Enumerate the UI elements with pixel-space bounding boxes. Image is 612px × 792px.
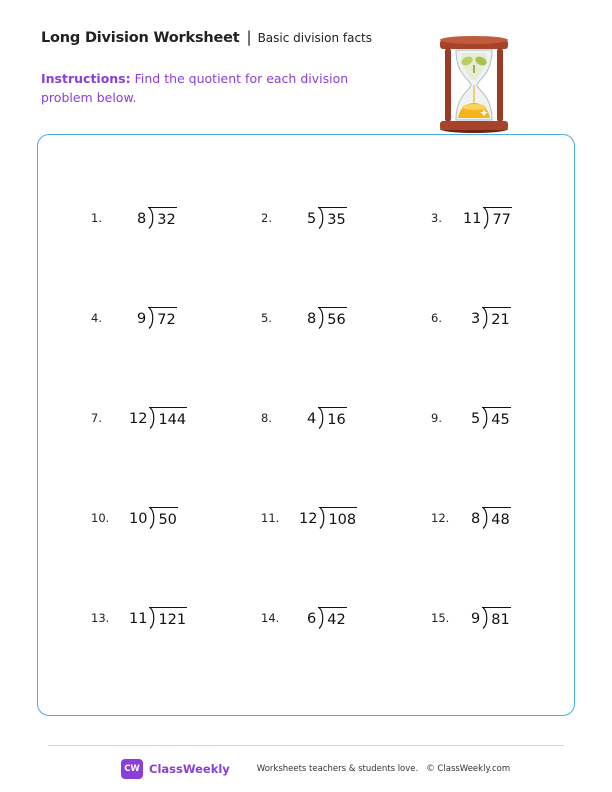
division-bracket-icon (319, 507, 326, 529)
dividend: 45 (482, 407, 510, 429)
division-bracket-icon (148, 307, 155, 329)
divisor: 3 (471, 311, 481, 327)
division-bracket-icon (149, 407, 156, 429)
division-bracket-group (318, 607, 346, 629)
divisor: 8 (471, 511, 481, 527)
long-division (129, 507, 178, 529)
problem-number: 12. (431, 511, 450, 525)
division-bracket-group (318, 207, 346, 229)
dividend: 144 (149, 407, 187, 429)
dividend: 81 (482, 607, 510, 629)
divisor: 12 (129, 411, 148, 427)
dividend: 32 (148, 207, 176, 229)
dividend: 35 (318, 207, 346, 229)
problem-number: 6. (431, 311, 442, 325)
division-bracket-icon (482, 407, 489, 429)
division-bracket-group (482, 407, 510, 429)
instructions (41, 69, 371, 107)
problem-number: 14. (261, 611, 280, 625)
problem-number: 9. (431, 411, 442, 425)
division-bracket-group (148, 207, 176, 229)
problem-number: 13. (91, 611, 110, 625)
division-bracket-icon (482, 507, 489, 529)
long-division (129, 407, 187, 429)
problem-number: 3. (431, 211, 442, 225)
division-bracket-icon (149, 507, 156, 529)
dividend: 42 (318, 607, 346, 629)
footer (121, 758, 510, 780)
dividend: 77 (483, 207, 511, 229)
long-division (471, 507, 511, 529)
long-division (137, 207, 177, 229)
division-bracket-group (149, 507, 177, 529)
division-bracket-group (482, 507, 510, 529)
division-bracket-group (318, 307, 346, 329)
problem-number: 4. (91, 311, 102, 325)
problem-number: 15. (431, 611, 450, 625)
divisor: 9 (137, 311, 147, 327)
dividend: 108 (319, 507, 357, 529)
title-separator: | (246, 28, 252, 46)
worksheet-subtitle: Basic division facts (257, 31, 373, 45)
brand-name: ClassWeekly (149, 762, 230, 776)
worksheet-title: Long Division Worksheet (41, 30, 240, 46)
instructions-text: Find the quotient for each division problem below. (41, 71, 349, 105)
division-bracket-group (482, 607, 510, 629)
instructions-label: Instructions: (41, 71, 131, 86)
long-division (471, 607, 511, 629)
dividend: 121 (149, 607, 187, 629)
division-bracket-group (483, 207, 511, 229)
problem-number: 2. (261, 211, 272, 225)
division-bracket-icon (318, 207, 325, 229)
long-division (463, 207, 512, 229)
divisor: 6 (307, 611, 317, 627)
division-bracket-icon (318, 607, 325, 629)
long-division (299, 507, 357, 529)
classweekly-logo-icon: CW (121, 759, 143, 779)
dividend: 72 (148, 307, 176, 329)
division-bracket-icon (318, 307, 325, 329)
dividend: 50 (149, 507, 177, 529)
long-division (471, 307, 511, 329)
divisor: 11 (129, 611, 148, 627)
division-bracket-group (149, 407, 187, 429)
divisor: 4 (307, 411, 317, 427)
division-bracket-group (482, 307, 510, 329)
long-division (307, 207, 347, 229)
division-bracket-icon (318, 407, 325, 429)
footer-copyright: © ClassWeekly.com (426, 764, 511, 774)
divisor: 5 (307, 211, 317, 227)
division-bracket-icon (482, 307, 489, 329)
dividend: 48 (482, 507, 510, 529)
divisor: 8 (307, 311, 317, 327)
divisor: 11 (463, 211, 482, 227)
divisor: 5 (471, 411, 481, 427)
division-bracket-group (149, 607, 187, 629)
long-division (137, 307, 177, 329)
divisor: 9 (471, 611, 481, 627)
long-division (129, 607, 187, 629)
dividend: 21 (482, 307, 510, 329)
divisor: 10 (129, 511, 148, 527)
dividend: 16 (318, 407, 346, 429)
problem-number: 7. (91, 411, 102, 425)
long-division (307, 407, 347, 429)
division-bracket-icon (149, 607, 156, 629)
footer-divider (48, 745, 564, 746)
hourglass-icon (436, 35, 512, 135)
division-bracket-icon (482, 607, 489, 629)
long-division (471, 407, 511, 429)
problem-number: 8. (261, 411, 272, 425)
division-bracket-icon (148, 207, 155, 229)
worksheet-header (41, 28, 372, 46)
division-bracket-group (319, 507, 357, 529)
footer-tagline: Worksheets teachers & students love. (256, 764, 419, 774)
long-division (307, 607, 347, 629)
divisor: 12 (299, 511, 318, 527)
long-division (307, 307, 347, 329)
division-bracket-group (318, 407, 346, 429)
problem-number: 5. (261, 311, 272, 325)
problem-number: 1. (91, 211, 102, 225)
division-bracket-group (148, 307, 176, 329)
division-bracket-icon (483, 207, 490, 229)
problem-number: 10. (91, 511, 110, 525)
divisor: 8 (137, 211, 147, 227)
problem-number: 11. (261, 511, 280, 525)
dividend: 56 (318, 307, 346, 329)
